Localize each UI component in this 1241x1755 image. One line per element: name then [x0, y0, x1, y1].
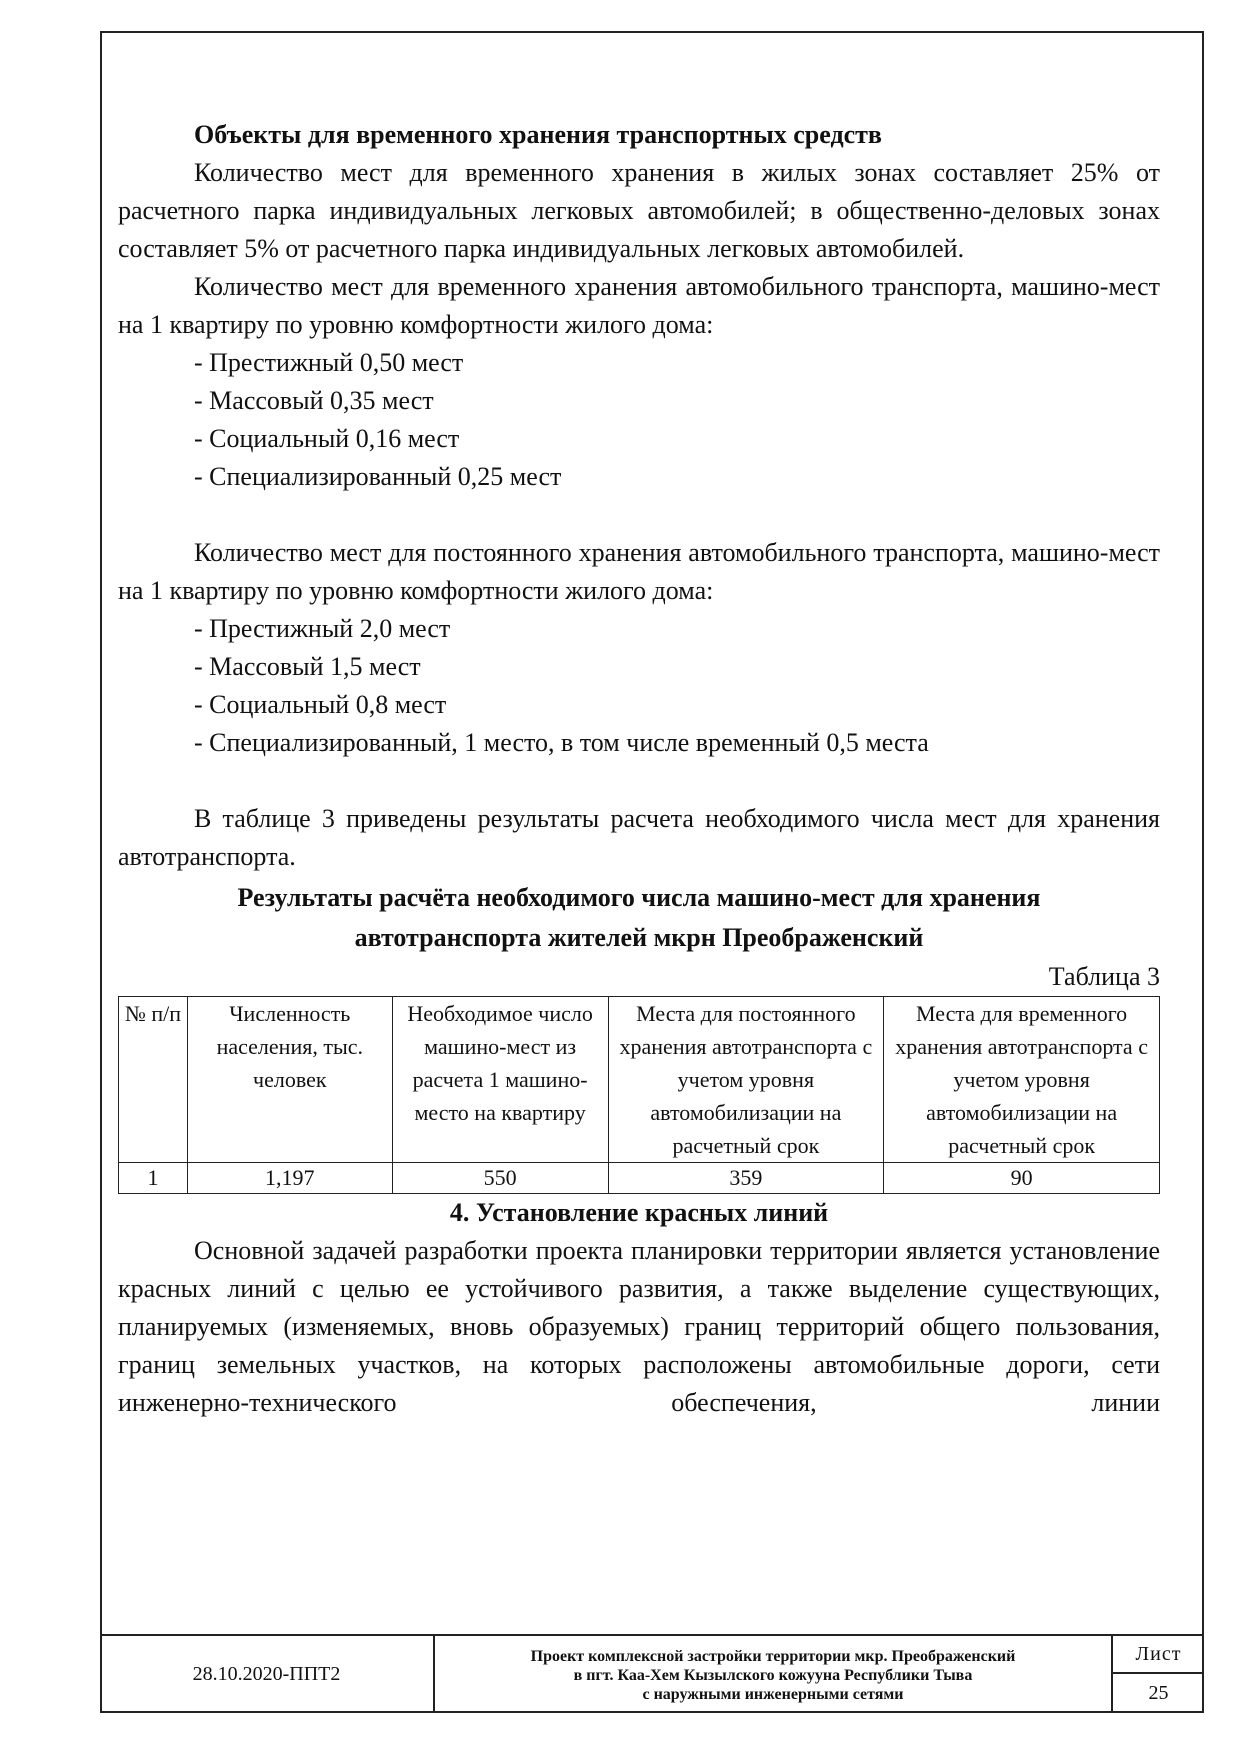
sheet-box: [1113, 1636, 1204, 1713]
paragraph-table-intro: В таблице 3 приведены результаты расчета необходимого числа мест для хранения автотранспорта.: [118, 804, 1160, 871]
table-header-cell: Места для временного хранения автотранспорта с учетом уровня автомобилизации на расчетный срок: [884, 997, 1160, 1163]
table-caption: Результаты расчёта необходимого числа машино-мест для хранения автотранспорта жителей мкрн Преображенский: [237, 883, 1041, 952]
list-item: - Социальный 0,8 мест: [194, 690, 447, 719]
table-header-cell: Численность населения, тыс. человек: [187, 997, 392, 1163]
document-body: [118, 116, 1160, 1422]
section-heading: Объекты для временного хранения транспортных средств: [194, 120, 882, 149]
table-cell: 1: [119, 1163, 188, 1194]
table-cell: 550: [392, 1163, 608, 1194]
list-item: - Престижный 0,50 мест: [194, 348, 464, 377]
table-cell: 90: [884, 1163, 1160, 1194]
list-item: - Социальный 0,16 мест: [194, 424, 460, 453]
project-title: Проект комплексной застройки территории мкр. Преображенский в пгт. Каа-Хем Кызылского кожууна Республики Тыва с наружными инженерными сетями: [433, 1636, 1113, 1713]
paragraph-permanent-per-apartment: Количество мест для постоянного хранения автомобильного транспорта, машино-мест на 1 квартиру по уровню комфортности жилого дома:: [118, 538, 1160, 605]
table-header-cell: Необходимое число машино-мест из расчета 1 машино-место на квартиру: [392, 997, 608, 1163]
title-block: [100, 1634, 1204, 1713]
table-header-cell: Места для постоянного хранения автотранспорта с учетом уровня автомобилизации на расчетный срок: [608, 997, 884, 1163]
list-item: - Специализированный 0,25 мест: [194, 462, 562, 491]
list-item: - Массовый 1,5 мест: [194, 652, 421, 681]
paragraph-temporary-per-apartment: Количество мест для временного хранения автомобильного транспорта, машино-мест на 1 квартиру по уровню комфортности жилого дома:: [118, 272, 1160, 339]
table-header-row: [119, 997, 1160, 1163]
table-row: [119, 1163, 1160, 1194]
document-code: 28.10.2020-ППТ2: [192, 1663, 341, 1685]
table-cell: 1,197: [187, 1163, 392, 1194]
sheet-number: 25: [1148, 1682, 1169, 1704]
list-item: - Специализированный, 1 место, в том числе временный 0,5 места: [194, 728, 929, 757]
section-4-heading: 4. Установление красных линий: [449, 1198, 829, 1227]
sheet-label: Лист: [1113, 1636, 1204, 1674]
results-table: [118, 996, 1160, 1194]
list-item: - Престижный 2,0 мест: [194, 614, 451, 643]
list-item: - Массовый 0,35 мест: [194, 386, 434, 415]
paragraph-red-lines: Основной задачей разработки проекта планировки территории является установление красных линий с целью ее устойчивого развития, а также выделение существующих, планируемых (изменяемых, вновь образуемых) границ территорий общего пользования, границ земельных участков, на которых расположены автомобильные дороги, сети инженерно-технического обеспечения, линии: [118, 1236, 1160, 1417]
table-cell: 359: [608, 1163, 884, 1194]
table-header-cell: № п/п: [119, 997, 188, 1163]
table-number: Таблица 3: [1048, 962, 1160, 991]
paragraph-temporary-storage: Количество мест для временного хранения в жилых зонах составляет 25% от расчетного парка индивидуальных легковых автомобилей; в общественно-деловых зонах составляет 5% от расчетного парка индивидуальных легковых автомобилей.: [118, 158, 1160, 263]
